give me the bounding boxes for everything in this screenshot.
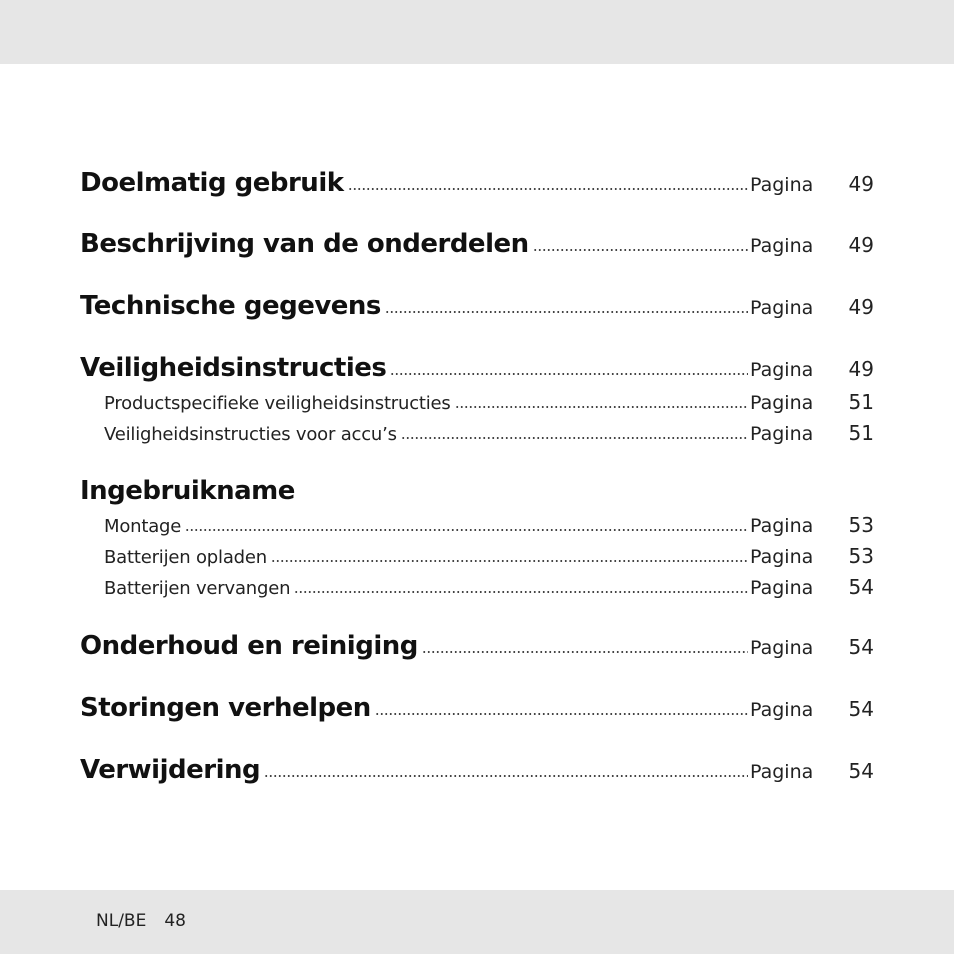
toc-subentry-productspecifieke[interactable] bbox=[80, 390, 874, 418]
toc-entry-onderhoud[interactable] bbox=[80, 631, 874, 671]
toc-subentry-title: Productspecifieke veiligheidsinstructies bbox=[104, 393, 451, 414]
dot-leader bbox=[533, 249, 748, 251]
toc-page-number: 49 bbox=[848, 295, 874, 319]
dot-leader bbox=[401, 437, 748, 439]
toc-subentry-batterijen-vervangen[interactable] bbox=[80, 575, 874, 603]
pagina-label: Pagina bbox=[750, 637, 814, 659]
dot-leader bbox=[422, 651, 748, 653]
toc-entry-title: Storingen verhelpen bbox=[80, 693, 371, 723]
toc-entry-title: Technische gegevens bbox=[80, 291, 381, 321]
dot-leader bbox=[385, 311, 748, 313]
page-footer bbox=[96, 911, 186, 931]
toc-entry-title: Doelmatig gebruik bbox=[80, 168, 344, 198]
pagina-label: Pagina bbox=[750, 359, 814, 381]
pagina-label: Pagina bbox=[750, 174, 814, 196]
toc-page-number: 49 bbox=[848, 233, 874, 257]
toc-subentry-title: Batterijen vervangen bbox=[104, 578, 291, 599]
footer-locale: NL/BE bbox=[96, 911, 147, 931]
dot-leader bbox=[185, 529, 748, 531]
toc-entry-veiligheidsinstructies[interactable] bbox=[80, 353, 874, 393]
footer-page-number: 48 bbox=[164, 911, 186, 931]
pagina-label: Pagina bbox=[750, 699, 814, 721]
dot-leader bbox=[294, 591, 748, 593]
toc-subentry-accus[interactable] bbox=[80, 421, 874, 449]
toc-entry-title: Verwijdering bbox=[80, 755, 261, 785]
dot-leader bbox=[271, 560, 748, 562]
toc-subentry-montage[interactable] bbox=[80, 513, 874, 541]
toc-page-number: 53 bbox=[848, 513, 874, 537]
toc-page-number: 54 bbox=[848, 635, 874, 659]
toc-page-number: 51 bbox=[848, 390, 874, 414]
dot-leader bbox=[375, 713, 748, 715]
pagina-label: Pagina bbox=[750, 515, 814, 537]
toc-entry-title: Onderhoud en reiniging bbox=[80, 631, 418, 661]
dot-leader bbox=[264, 775, 748, 777]
pagina-label: Pagina bbox=[750, 546, 814, 568]
toc-entry-technische-gegevens[interactable] bbox=[80, 291, 874, 331]
toc-subentry-title: Batterijen opladen bbox=[104, 547, 267, 568]
toc-entry-storingen[interactable] bbox=[80, 693, 874, 733]
table-of-contents bbox=[80, 0, 874, 954]
toc-page-number: 54 bbox=[848, 697, 874, 721]
toc-subentry-title: Montage bbox=[104, 516, 182, 537]
toc-page-number: 53 bbox=[848, 544, 874, 568]
toc-page-number: 49 bbox=[848, 357, 874, 381]
toc-entry-title: Veiligheidsinstructies bbox=[80, 353, 387, 383]
toc-section-ingebruikname[interactable]: Ingebruikname bbox=[80, 476, 295, 506]
toc-entry-beschrijving[interactable] bbox=[80, 229, 874, 269]
dot-leader bbox=[390, 373, 748, 375]
dot-leader bbox=[455, 406, 748, 408]
toc-subentry-title: Veiligheidsinstructies voor accu’s bbox=[104, 424, 397, 445]
toc-entry-doelmatig-gebruik[interactable] bbox=[80, 168, 874, 208]
toc-page-number: 54 bbox=[848, 575, 874, 599]
toc-page-number: 49 bbox=[848, 172, 874, 196]
toc-entry-title: Beschrijving van de onderdelen bbox=[80, 229, 529, 259]
toc-entry-verwijdering[interactable] bbox=[80, 755, 874, 795]
dot-leader bbox=[348, 188, 748, 190]
toc-subentry-batterijen-opladen[interactable] bbox=[80, 544, 874, 572]
toc-page-number: 54 bbox=[848, 759, 874, 783]
pagina-label: Pagina bbox=[750, 761, 814, 783]
pagina-label: Pagina bbox=[750, 392, 814, 414]
toc-page-number: 51 bbox=[848, 421, 874, 445]
pagina-label: Pagina bbox=[750, 577, 814, 599]
pagina-label: Pagina bbox=[750, 235, 814, 257]
pagina-label: Pagina bbox=[750, 423, 814, 445]
pagina-label: Pagina bbox=[750, 297, 814, 319]
